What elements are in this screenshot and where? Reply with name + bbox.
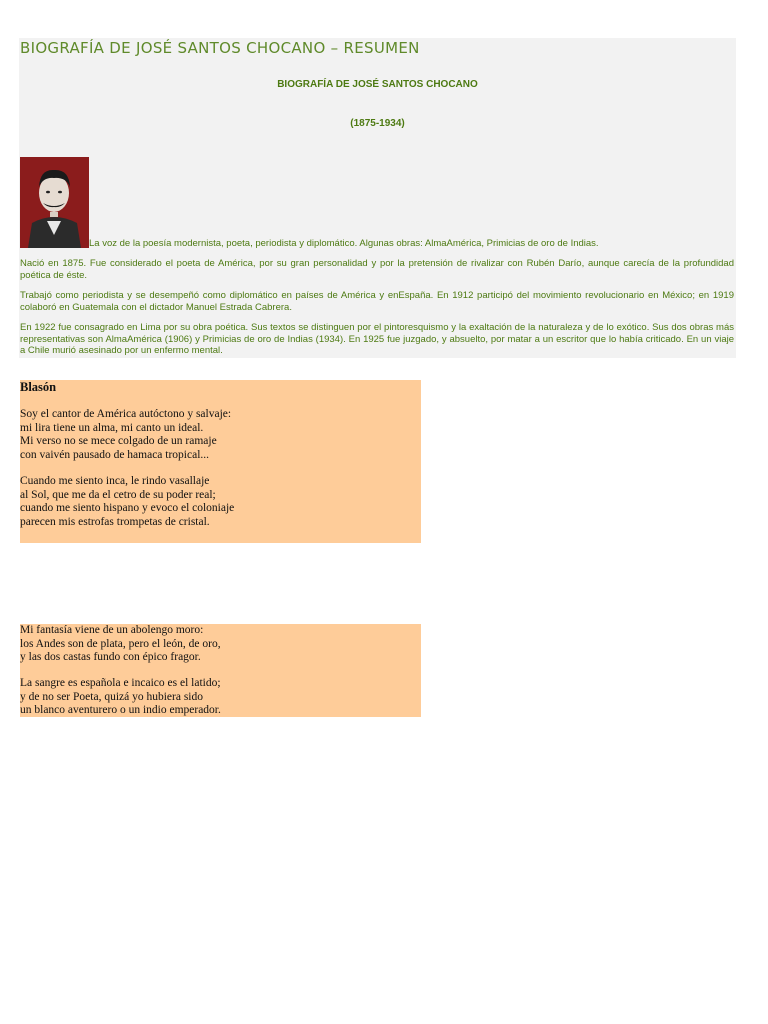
- poem-line: Mi verso no se mece colgado de un ramaje: [20, 435, 217, 447]
- poem-stanza: [20, 408, 231, 462]
- poem-line: cuando me siento hispano y evoco el coloniaje: [20, 502, 235, 514]
- biography-heading: BIOGRAFÍA DE JOSÉ SANTOS CHOCANO: [277, 79, 478, 90]
- poem-title: Blasón: [20, 380, 57, 394]
- portrait-drawing: [20, 157, 89, 248]
- poem-line: un blanco aventurero o un indio emperador.: [20, 704, 221, 716]
- poem-line: La sangre es española e incaico es el latido;: [20, 677, 221, 689]
- poem-stanza: [20, 677, 221, 718]
- poem-line: y de no ser Poeta, quizá yo hubiera sido: [20, 690, 203, 703]
- poem-line: los Andes son de plata, pero el león, de oro,: [20, 637, 221, 650]
- poem-line: parecen mis estrofas trompetas de cristal.: [20, 515, 210, 528]
- poem-line: y las dos castas fundo con épico fragor.: [20, 651, 201, 663]
- poem-line: Mi fantasía viene de un abolengo moro:: [20, 624, 204, 636]
- poem-box: [20, 624, 421, 717]
- biography-paragraph: Trabajó como periodista y se desempeñó como diplomático en países de América y enEspaña. En 1912 participó del movimiento revolucionario en México; en 1919 colaboró en Guatemala con el dictador Manuel Estrada Cabrera.: [20, 290, 734, 313]
- biography-paragraph: Nació en 1875. Fue considerado el poeta de América, por su gran personalidad y por la pretensión de rivalizar con Rubén Darío, aunque carecía de la profundidad poética de éste.: [20, 258, 734, 281]
- biography-paragraph: En 1922 fue consagrado en Lima por su obra poética. Sus textos se distinguen por el pintoresquismo y la exaltación de la naturaleza y de lo exótico. Sus dos obras más representativas son AlmaAmérica (1906) y Primicias de oro de Indias (1934). En 1925 fue juzgado, y absuelto, por matar a un escritor que lo había criticado. En un viaje a Chile murió asesinado por un enfermo mental.: [20, 322, 734, 356]
- poem-line: Soy el cantor de América autóctono y salvaje:: [20, 408, 232, 420]
- portrait-image: [20, 157, 89, 248]
- poem-line: al Sol, que me da el cetro de su poder real;: [20, 488, 216, 501]
- poem-stanza: [20, 624, 221, 665]
- poem-box: [20, 380, 421, 543]
- biography-years: (1875-1934): [350, 118, 405, 129]
- poem-line: con vaivén pausado de hamaca tropical...: [20, 448, 210, 461]
- poem-stanza: [20, 475, 234, 529]
- portrait-caption: La voz de la poesía modernista, poeta, periodista y diplomático. Algunas obras: AlmaAmérica, Primicias de oro de Indias.: [89, 238, 599, 249]
- poem-line: Cuando me siento inca, le rindo vasallaje: [20, 475, 210, 487]
- page-title: BIOGRAFÍA DE JOSÉ SANTOS CHOCANO – RESUMEN: [20, 39, 420, 57]
- poem-line: mi lira tiene un alma, mi canto un ideal.: [20, 421, 204, 434]
